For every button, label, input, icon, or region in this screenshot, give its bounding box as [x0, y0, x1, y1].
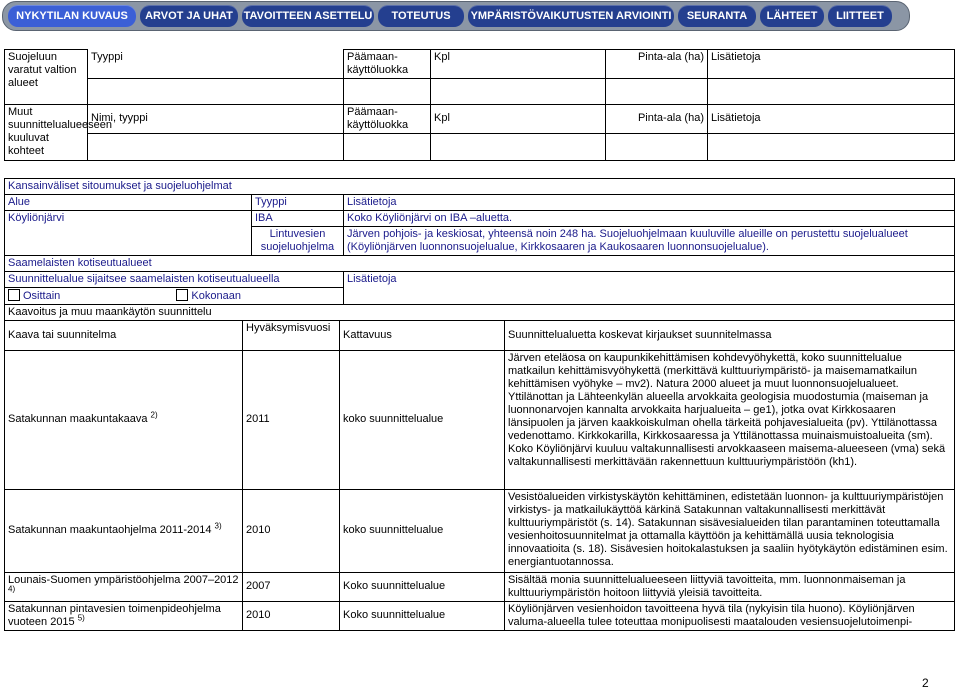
year-column-header: Hyväksymisvuosi	[243, 320, 340, 350]
table-row	[5, 350, 955, 489]
nav-liitteet[interactable]: LIITTEET	[828, 5, 892, 27]
empty-cell	[431, 78, 606, 104]
coverage-column-header: Kattavuus	[340, 320, 505, 350]
partial-label: Osittain	[23, 289, 61, 302]
iba-info: Koko Köyliönjärvi on IBA –aluetta.	[344, 210, 955, 226]
name-type-header: Nimi, tyyppi	[88, 104, 344, 133]
empty-cell	[344, 133, 431, 160]
empty-cell	[708, 78, 955, 104]
state-reserve-label: Suojeluun varatut valtion alueet	[5, 50, 88, 105]
info-column-header: Lisätietoja	[344, 194, 955, 210]
plan-coverage: koko suunnittelualue	[340, 489, 505, 572]
plan-column-header: Kaava tai suunnitelma	[5, 320, 243, 350]
sami-options	[5, 287, 344, 304]
sami-header: Saamelaisten kotiseutualueet	[5, 255, 955, 271]
partial-checkbox[interactable]	[8, 289, 20, 301]
nav-tavoitteen-asettelu[interactable]: TAVOITTEEN ASETTELU	[242, 5, 374, 27]
plan-name: Satakunnan maakuntakaava $^{2)}$	[5, 350, 243, 489]
type-header: Tyyppi	[88, 50, 344, 79]
plan-year: 2010	[243, 601, 340, 630]
plan-notes: Vesistöalueiden virkistyskäytön kehittäminen, edistetään luonnon- ja kulttuuriympäristöjen virkistys- ja matkailukäyttöä kärkinä Satakunnan valtakunnallisesti merkittävät kulttuuriympäristöt (s. 14). Satakunnan sisävesialueiden tilan parantaminen toteuttamalla vesienhoitosuunnitelmat ja ottamalla käyttöön ja kehittämällä uusia teknologisia innovaatioita (s. 18). Sisävesien hoitokalastuksen ja saaliin hyötykäytön edistäminen esim. energiantuotannossa.	[505, 489, 955, 572]
plan-name: Satakunnan maakuntaohjelma 2011-2014 $^{3)}$	[5, 489, 243, 572]
top-navigation	[2, 1, 910, 31]
area-header: Pinta-ala (ha)	[606, 50, 708, 79]
bird-program-type: Lintuvesien suojeluohjelma	[252, 226, 344, 255]
plan-notes: Köyliönjärven vesienhoidon tavoitteena hyvä tila (nykyisin tila huono). Köyliönjärven valuma-alueella tulee toteuttaa monipuolisesti maatalouden vesiensuojelutoimenpi-	[505, 601, 955, 630]
international-commitments-table	[4, 178, 955, 305]
nav-lahteet[interactable]: LÄHTEET	[760, 5, 824, 27]
planning-header: Kaavoitus ja muu maankäytön suunnittelu	[5, 305, 955, 321]
nav-toteutus[interactable]: TOTEUTUS	[378, 5, 464, 27]
plan-name: Satakunnan pintavesien toimenpideohjelma vuoteen 2015 $^{5)}$	[5, 601, 243, 630]
empty-cell	[88, 133, 344, 160]
empty-cell	[606, 78, 708, 104]
empty-cell	[88, 78, 344, 104]
iba-type: IBA	[252, 210, 344, 226]
whole-label: Kokonaan	[191, 289, 241, 302]
protected-areas-table	[4, 49, 955, 161]
nav-seuranta[interactable]: SEURANTA	[678, 5, 756, 27]
plan-year: 2010	[243, 489, 340, 572]
nav-arvot-ja-uhat[interactable]: ARVOT JA UHAT	[140, 5, 238, 27]
plan-year: 2007	[243, 572, 340, 601]
empty-cell	[606, 133, 708, 160]
table-row	[5, 601, 955, 630]
empty-cell	[344, 78, 431, 104]
plan-coverage: Koko suunnittelualue	[340, 572, 505, 601]
plan-notes: Sisältää monia suunnittelualueeseen liittyviä tavoitteita, mm. luonnonmaiseman ja kulttuuriympäristön hoitoon liittyviä yleisiä tavoitteita.	[505, 572, 955, 601]
whole-checkbox[interactable]	[176, 289, 188, 301]
other-sites-label: Muut suunnittelualueeseen kuuluvat kohteet	[5, 104, 88, 160]
plan-coverage: koko suunnittelualue	[340, 350, 505, 489]
sami-info: Lisätietoja	[344, 271, 955, 304]
count-header: Kpl	[431, 50, 606, 79]
international-header: Kansainväliset sitoumukset ja suojeluohjelmat	[5, 179, 955, 195]
page-number: 2	[922, 676, 929, 690]
nav-ymparistovaikutusten-arviointi[interactable]: YMPÄRISTÖVAIKUTUSTEN ARVIOINTI	[468, 5, 674, 27]
notes-column-header: Suunnittelualuetta koskevat kirjaukset suunnitelmassa	[505, 320, 955, 350]
table-row	[5, 489, 955, 572]
planning-table	[4, 304, 955, 631]
nav-nykytilan-kuvaus[interactable]: NYKYTILAN KUVAUS	[8, 5, 136, 27]
plan-coverage: Koko suunnittelualue	[340, 601, 505, 630]
sami-question: Suunnittelualue sijaitsee saamelaisten kotiseutualueella	[5, 271, 344, 287]
empty-cell	[431, 133, 606, 160]
land-use-header-2: Päämaan-käyttöluokka	[344, 104, 431, 133]
plan-year: 2011	[243, 350, 340, 489]
info-header: Lisätietoja	[708, 50, 955, 79]
type-column-header: Tyyppi	[252, 194, 344, 210]
count-header-2: Kpl	[431, 104, 606, 133]
bird-program-info: Järven pohjois- ja keskiosat, yhteensä noin 248 ha. Suojeluohjelmaan kuuluville alueille on perustettu suojelualueet (Köyliönjärven luonnonsuojelualue, Kirkkosaaren ja Kaukosaaren luonnonsuojelualue).	[344, 226, 955, 255]
plan-name: Lounais-Suomen ympäristöohjelma 2007–2012 $^{4)}$	[5, 572, 243, 601]
empty-cell	[708, 133, 955, 160]
plan-notes: Järven eteläosa on kaupunkikehittämisen kohdevyöhykettä, koko suunnittelualue matkailun kehittämisvyöhykettä (merkittävä kulttuuriympäristö- ja maisemamatkailun kehittämisen vyöhyke – mv2). Natura 2000 alueet ja muut luonnonsuojelualueet. Yttilänottan ja Lähteenkylän alueella arvokkaita geologisia muodostumia (maiseman ja luonnonarvojen kannalta arvokkaita harjualueita – ge1), jotka ovat Kirkkosaaren länsipuolen ja järven kaakkoiskulman ohella tärkeitä pohjavesialueita (pv). Yttilänottassa vedenottamo. Kirkkokarilla, Kirkkosaaressa ja Yttilänottassa muinaismuistoalueita (sm). Koko Köyliönjärvi kuuluu valtakunnallisesti arvokkaaseen maisema-alueeseen (vma) sekä valtakunnallisesti merkittävään rakennettuun kulttuuriympäristöön (kh1).	[505, 350, 955, 489]
area-column-header: Alue	[5, 194, 252, 210]
area-header-2: Pinta-ala (ha)	[606, 104, 708, 133]
land-use-header: Päämaan-käyttöluokka	[344, 50, 431, 79]
info-header-2: Lisätietoja	[708, 104, 955, 133]
table-row	[5, 572, 955, 601]
site-name: Köyliönjärvi	[5, 210, 252, 255]
